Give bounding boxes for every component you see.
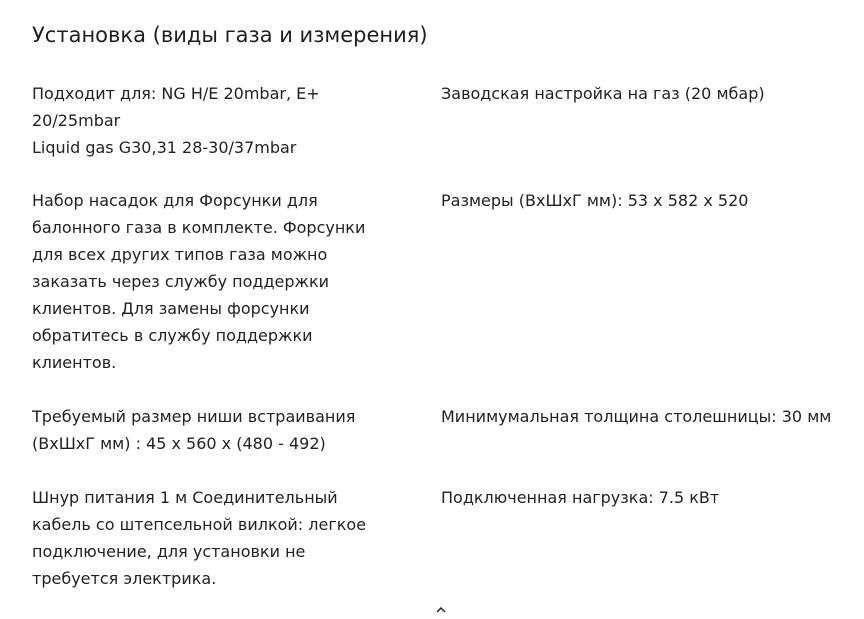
- section-title: Установка (виды газа и измерения): [32, 23, 428, 47]
- spec-nozzles: [32, 187, 422, 376]
- spec-dimensions: [441, 187, 861, 214]
- spec-niche-size-line: (ВхШхГ мм) : 45 x 560 x (480 - 492): [32, 434, 326, 453]
- spec-nozzles-line: Набор насадок для Форсунки для: [32, 191, 318, 210]
- spec-countertop-thickness-line: Минимумальная толщина столешницы: 30 мм: [441, 407, 832, 426]
- spec-power-cord-line: требуется электрика.: [32, 569, 217, 588]
- spec-nozzles-line: заказать через службу поддержки: [32, 272, 329, 291]
- spec-gas-types-line: Подходит для: NG H/E 20mbar, E+: [32, 84, 320, 103]
- spec-countertop-thickness: [441, 403, 861, 430]
- spec-power-cord-line: Шнур питания 1 м Соединительный: [32, 488, 338, 507]
- spec-connected-load-line: Подключенная нагрузка: 7.5 кВт: [441, 488, 720, 507]
- spec-niche-size-line: Требуемый размер ниши встраивания: [32, 407, 356, 426]
- chevron-up-icon: [435, 606, 447, 614]
- spec-factory-setting: [441, 80, 861, 107]
- spec-power-cord-line: кабель со штепсельной вилкой: легкое: [32, 515, 367, 534]
- spec-nozzles-line: для всех других типов газа можно: [32, 245, 328, 264]
- spec-power-cord-line: подключение, для установки не: [32, 542, 306, 561]
- spec-factory-setting-line: Заводская настройка на газ (20 мбар): [441, 84, 765, 103]
- spec-nozzles-line: балонного газа в комплекте. Форсунки: [32, 218, 366, 237]
- spec-power-cord: [32, 484, 422, 592]
- spec-niche-size: [32, 403, 422, 457]
- spec-gas-types-line: Liquid gas G30,31 28-30/37mbar: [32, 138, 297, 157]
- spec-nozzles-line: клиентов. Для замены форсунки: [32, 299, 310, 318]
- spec-connected-load: [441, 484, 861, 511]
- spec-nozzles-line: обратитесь в службу поддержки: [32, 326, 313, 345]
- spec-gas-types: [32, 80, 422, 161]
- spec-gas-types-line: 20/25mbar: [32, 111, 121, 130]
- spec-dimensions-line: Размеры (ВхШхГ мм): 53 x 582 x 520: [441, 191, 749, 210]
- spec-nozzles-line: клиентов.: [32, 353, 117, 372]
- collapse-button[interactable]: [432, 606, 450, 619]
